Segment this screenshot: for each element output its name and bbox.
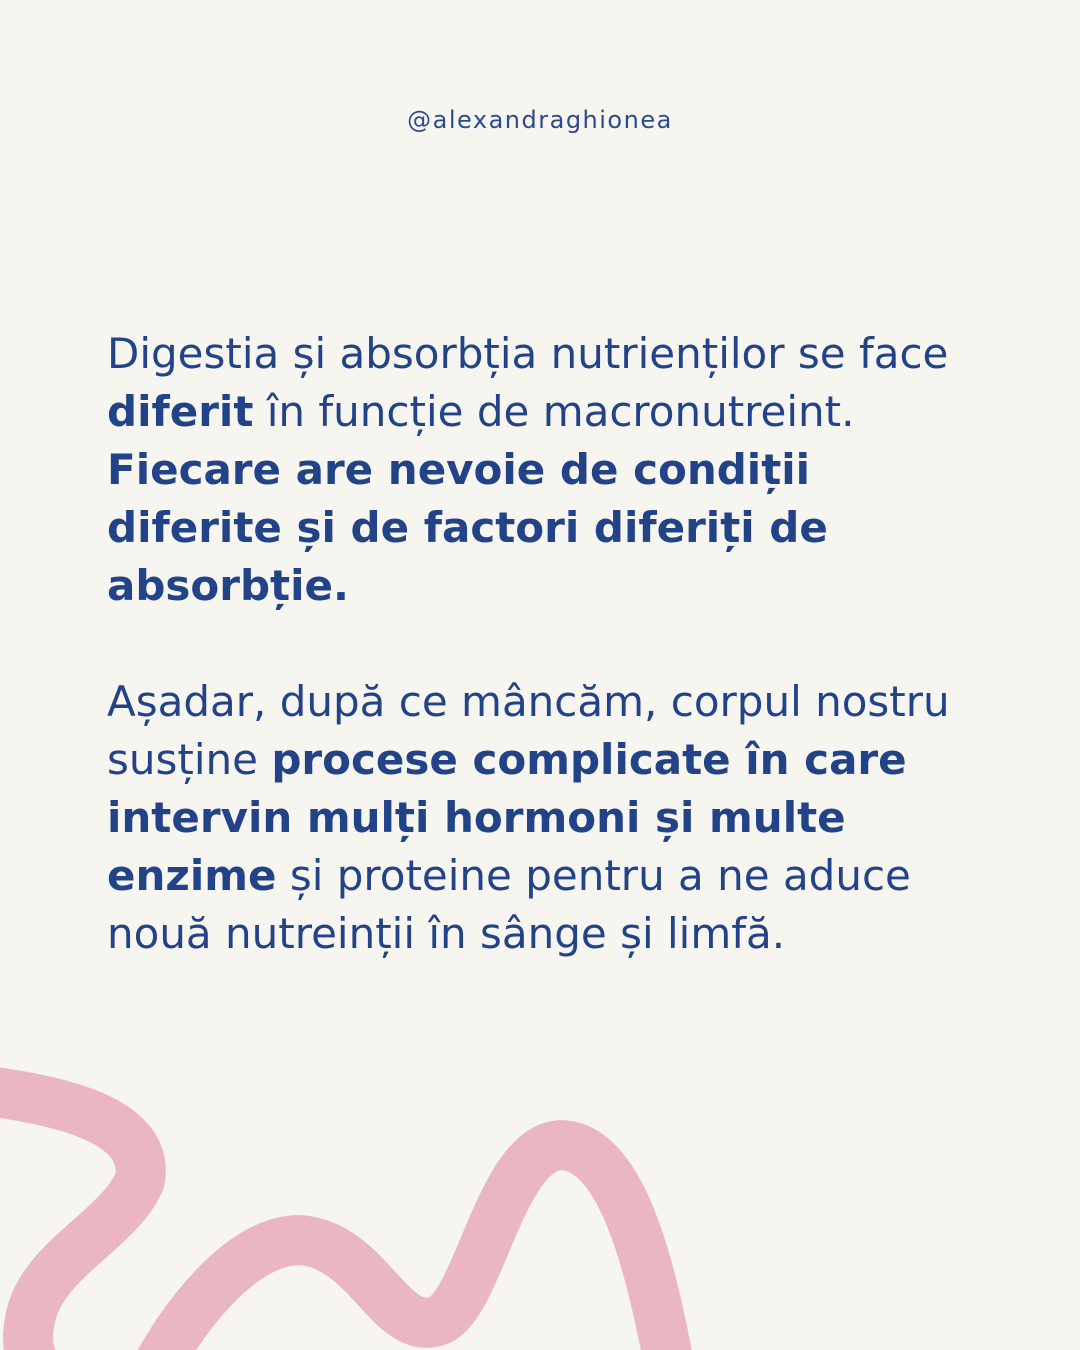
account-handle: @alexandraghionea xyxy=(407,106,673,134)
bold-text-span: Fiecare are nevoie de condiții diferite și de factori diferiți de absorbție. xyxy=(107,445,828,610)
main-text xyxy=(107,325,987,963)
text-span: și proteine pentru a ne aduce nouă nutreinții în sânge și limfă. xyxy=(107,851,911,958)
text-span: Așadar, după ce mâncăm, corpul nostru susține xyxy=(107,677,950,784)
bold-text-span: procese complicate în care intervin mulți hormoni și multe enzime xyxy=(107,735,907,900)
pink-wave-line xyxy=(0,1090,670,1350)
text-span: Digestia și absorbția nutrienților se face xyxy=(107,329,949,378)
text-span: în funcție de macronutreint. xyxy=(253,387,855,436)
bold-text-span: diferit xyxy=(107,387,254,436)
paragraph-processes xyxy=(107,673,987,963)
squiggle-decoration xyxy=(0,1060,1080,1350)
paragraph-digestion xyxy=(107,325,987,615)
